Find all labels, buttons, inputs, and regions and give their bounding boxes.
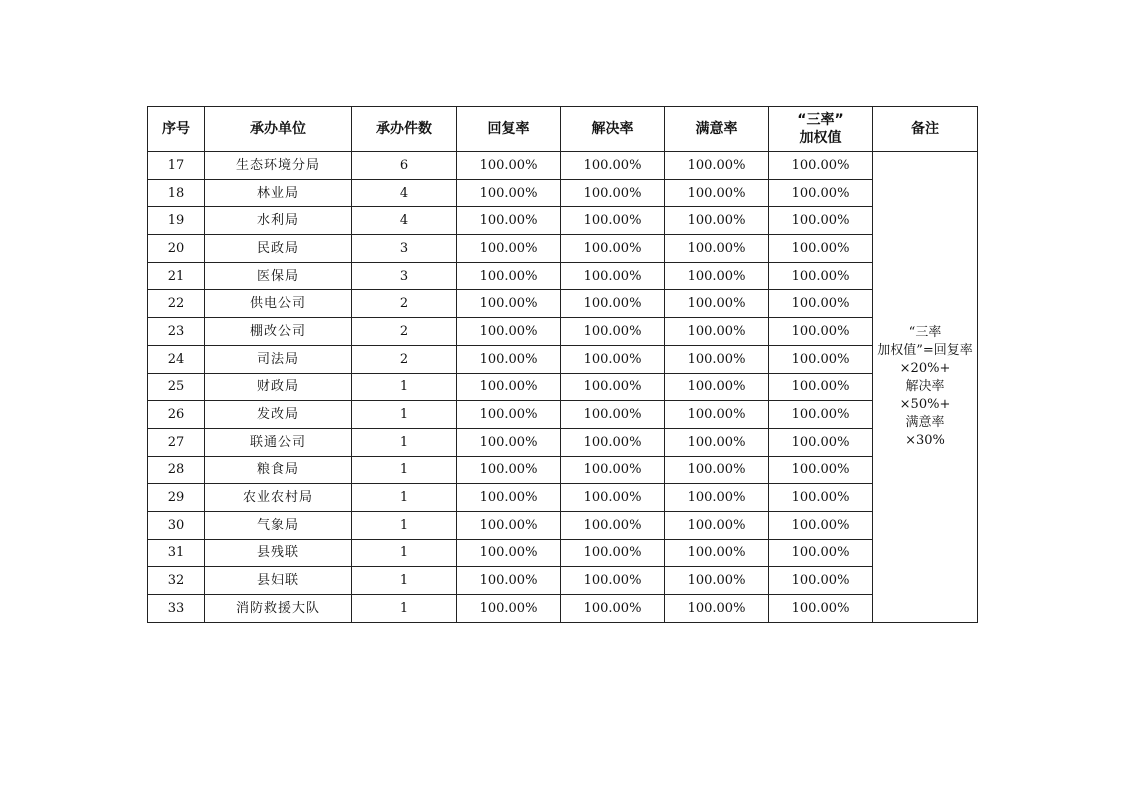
row-count-cell: 4	[352, 179, 457, 207]
row-count-cell: 1	[352, 401, 457, 429]
row-unit-cell: 水利局	[205, 207, 352, 235]
table-row	[148, 567, 978, 595]
remark-line: ×30%	[905, 432, 945, 448]
row-index-cell: 30	[148, 511, 205, 539]
table-row	[148, 345, 978, 373]
row-count-cell: 1	[352, 595, 457, 623]
row-resolve-rate-cell: 100.00%	[561, 345, 665, 373]
row-index-cell: 31	[148, 539, 205, 567]
row-reply-rate-cell: 100.00%	[457, 539, 561, 567]
row-count-cell: 2	[352, 290, 457, 318]
table-row	[148, 179, 978, 207]
row-weighted-value-cell: 100.00%	[769, 318, 873, 346]
row-satisfaction-rate-cell: 100.00%	[665, 428, 769, 456]
row-reply-rate-cell: 100.00%	[457, 567, 561, 595]
row-satisfaction-rate-cell: 100.00%	[665, 207, 769, 235]
header-reply-rate: 回复率	[457, 107, 561, 152]
row-resolve-rate-cell: 100.00%	[561, 484, 665, 512]
row-weighted-value-cell: 100.00%	[769, 262, 873, 290]
row-reply-rate-cell: 100.00%	[457, 152, 561, 180]
row-count-cell: 1	[352, 456, 457, 484]
row-index-cell: 18	[148, 179, 205, 207]
table-row	[148, 373, 978, 401]
remark-line: 满意率	[905, 414, 945, 430]
row-resolve-rate-cell: 100.00%	[561, 179, 665, 207]
row-satisfaction-rate-cell: 100.00%	[665, 373, 769, 401]
row-index-cell: 23	[148, 318, 205, 346]
row-resolve-rate-cell: 100.00%	[561, 428, 665, 456]
row-index-cell: 20	[148, 235, 205, 263]
row-weighted-value-cell: 100.00%	[769, 401, 873, 429]
table-row	[148, 484, 978, 512]
row-count-cell: 3	[352, 262, 457, 290]
row-count-cell: 2	[352, 318, 457, 346]
header-weighted-line1: “三率”	[797, 112, 844, 128]
row-weighted-value-cell: 100.00%	[769, 567, 873, 595]
row-satisfaction-rate-cell: 100.00%	[665, 235, 769, 263]
row-resolve-rate-cell: 100.00%	[561, 235, 665, 263]
row-weighted-value-cell: 100.00%	[769, 345, 873, 373]
row-reply-rate-cell: 100.00%	[457, 373, 561, 401]
header-row	[148, 107, 978, 152]
remark-cell	[873, 152, 978, 623]
row-reply-rate-cell: 100.00%	[457, 345, 561, 373]
remark-line: ×50%+	[899, 396, 951, 412]
row-weighted-value-cell: 100.00%	[769, 179, 873, 207]
row-unit-cell: 气象局	[205, 511, 352, 539]
row-weighted-value-cell: 100.00%	[769, 484, 873, 512]
table-row	[148, 318, 978, 346]
row-unit-cell: 民政局	[205, 235, 352, 263]
header-index: 序号	[148, 107, 205, 152]
row-weighted-value-cell: 100.00%	[769, 456, 873, 484]
row-unit-cell: 联通公司	[205, 428, 352, 456]
row-count-cell: 1	[352, 373, 457, 401]
row-satisfaction-rate-cell: 100.00%	[665, 290, 769, 318]
row-weighted-value-cell: 100.00%	[769, 539, 873, 567]
row-resolve-rate-cell: 100.00%	[561, 401, 665, 429]
row-resolve-rate-cell: 100.00%	[561, 207, 665, 235]
header-remark: 备注	[873, 107, 978, 152]
row-reply-rate-cell: 100.00%	[457, 401, 561, 429]
row-resolve-rate-cell: 100.00%	[561, 539, 665, 567]
row-index-cell: 17	[148, 152, 205, 180]
row-unit-cell: 发改局	[205, 401, 352, 429]
row-unit-cell: 棚改公司	[205, 318, 352, 346]
row-unit-cell: 县妇联	[205, 567, 352, 595]
row-reply-rate-cell: 100.00%	[457, 235, 561, 263]
table-row	[148, 262, 978, 290]
row-index-cell: 25	[148, 373, 205, 401]
row-reply-rate-cell: 100.00%	[457, 290, 561, 318]
row-weighted-value-cell: 100.00%	[769, 511, 873, 539]
header-weighted-line2: 加权值	[799, 130, 842, 146]
row-satisfaction-rate-cell: 100.00%	[665, 152, 769, 180]
row-count-cell: 1	[352, 428, 457, 456]
row-count-cell: 1	[352, 567, 457, 595]
row-resolve-rate-cell: 100.00%	[561, 290, 665, 318]
remark-line: 解决率	[905, 378, 945, 394]
row-weighted-value-cell: 100.00%	[769, 152, 873, 180]
row-reply-rate-cell: 100.00%	[457, 511, 561, 539]
table-row	[148, 456, 978, 484]
row-index-cell: 29	[148, 484, 205, 512]
row-reply-rate-cell: 100.00%	[457, 484, 561, 512]
header-satisfaction-rate: 满意率	[665, 107, 769, 152]
header-resolve-rate: 解决率	[561, 107, 665, 152]
row-resolve-rate-cell: 100.00%	[561, 567, 665, 595]
row-index-cell: 32	[148, 567, 205, 595]
table-row	[148, 152, 978, 180]
row-unit-cell: 农业农村局	[205, 484, 352, 512]
row-reply-rate-cell: 100.00%	[457, 262, 561, 290]
row-weighted-value-cell: 100.00%	[769, 235, 873, 263]
row-unit-cell: 县残联	[205, 539, 352, 567]
remark-line: ×20%+	[899, 360, 951, 376]
row-satisfaction-rate-cell: 100.00%	[665, 345, 769, 373]
row-reply-rate-cell: 100.00%	[457, 179, 561, 207]
row-index-cell: 19	[148, 207, 205, 235]
row-resolve-rate-cell: 100.00%	[561, 511, 665, 539]
header-unit: 承办单位	[205, 107, 352, 152]
row-resolve-rate-cell: 100.00%	[561, 595, 665, 623]
row-weighted-value-cell: 100.00%	[769, 373, 873, 401]
table-row	[148, 401, 978, 429]
row-unit-cell: 供电公司	[205, 290, 352, 318]
row-count-cell: 1	[352, 539, 457, 567]
row-resolve-rate-cell: 100.00%	[561, 373, 665, 401]
remark-line: “三率	[908, 324, 942, 340]
table-row	[148, 511, 978, 539]
row-satisfaction-rate-cell: 100.00%	[665, 401, 769, 429]
row-count-cell: 4	[352, 207, 457, 235]
header-weighted-value	[769, 107, 873, 152]
row-resolve-rate-cell: 100.00%	[561, 152, 665, 180]
row-resolve-rate-cell: 100.00%	[561, 318, 665, 346]
remark-line: 加权值”=回复率	[877, 342, 973, 358]
row-unit-cell: 消防救援大队	[205, 595, 352, 623]
row-index-cell: 24	[148, 345, 205, 373]
table-row	[148, 539, 978, 567]
row-weighted-value-cell: 100.00%	[769, 290, 873, 318]
row-reply-rate-cell: 100.00%	[457, 456, 561, 484]
row-index-cell: 27	[148, 428, 205, 456]
row-unit-cell: 司法局	[205, 345, 352, 373]
row-index-cell: 21	[148, 262, 205, 290]
row-weighted-value-cell: 100.00%	[769, 428, 873, 456]
table-row	[148, 290, 978, 318]
row-unit-cell: 林业局	[205, 179, 352, 207]
row-count-cell: 1	[352, 484, 457, 512]
row-reply-rate-cell: 100.00%	[457, 207, 561, 235]
row-weighted-value-cell: 100.00%	[769, 207, 873, 235]
row-reply-rate-cell: 100.00%	[457, 595, 561, 623]
row-unit-cell: 粮食局	[205, 456, 352, 484]
row-count-cell: 1	[352, 511, 457, 539]
row-satisfaction-rate-cell: 100.00%	[665, 318, 769, 346]
row-resolve-rate-cell: 100.00%	[561, 262, 665, 290]
row-reply-rate-cell: 100.00%	[457, 428, 561, 456]
table-row	[148, 595, 978, 623]
table-row	[148, 207, 978, 235]
header-count: 承办件数	[352, 107, 457, 152]
row-weighted-value-cell: 100.00%	[769, 595, 873, 623]
row-unit-cell: 生态环境分局	[205, 152, 352, 180]
row-satisfaction-rate-cell: 100.00%	[665, 567, 769, 595]
row-unit-cell: 财政局	[205, 373, 352, 401]
table-row	[148, 235, 978, 263]
row-satisfaction-rate-cell: 100.00%	[665, 179, 769, 207]
table-row	[148, 428, 978, 456]
row-satisfaction-rate-cell: 100.00%	[665, 262, 769, 290]
row-count-cell: 2	[352, 345, 457, 373]
row-satisfaction-rate-cell: 100.00%	[665, 595, 769, 623]
row-count-cell: 3	[352, 235, 457, 263]
row-index-cell: 22	[148, 290, 205, 318]
row-satisfaction-rate-cell: 100.00%	[665, 484, 769, 512]
row-count-cell: 6	[352, 152, 457, 180]
row-index-cell: 28	[148, 456, 205, 484]
row-reply-rate-cell: 100.00%	[457, 318, 561, 346]
row-unit-cell: 医保局	[205, 262, 352, 290]
ranking-table	[147, 106, 978, 623]
row-satisfaction-rate-cell: 100.00%	[665, 539, 769, 567]
row-satisfaction-rate-cell: 100.00%	[665, 511, 769, 539]
row-satisfaction-rate-cell: 100.00%	[665, 456, 769, 484]
row-index-cell: 33	[148, 595, 205, 623]
row-resolve-rate-cell: 100.00%	[561, 456, 665, 484]
row-index-cell: 26	[148, 401, 205, 429]
table-body	[148, 152, 978, 623]
